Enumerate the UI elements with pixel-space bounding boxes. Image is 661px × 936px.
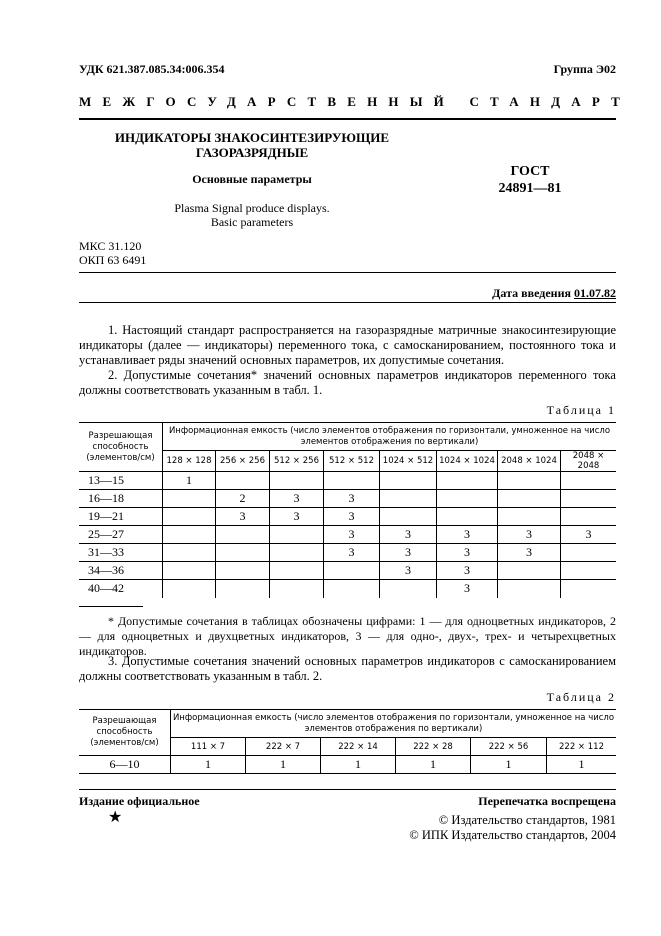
copyright-line-1: © Издательство стандартов, 1981: [438, 813, 616, 827]
table-cell: [270, 562, 324, 580]
gost-designation: [480, 163, 580, 197]
english-title-line-2: Basic parameters: [210, 215, 294, 229]
table-cell: 3: [324, 490, 380, 508]
row-label: 34—36: [79, 562, 163, 580]
paragraph-3: 3. Допустимые сочетания значений основных параметров индикаторов с самосканированием должны соответствовать указанным в табл. 2.: [79, 654, 616, 683]
table-cell: 3: [498, 526, 561, 544]
table-cell: [561, 580, 617, 598]
table-cell: [498, 580, 561, 598]
table-cell: [561, 472, 617, 490]
table-1: [79, 422, 616, 598]
table-cell: [163, 526, 216, 544]
table-1-caption: Таблица 1: [546, 403, 616, 417]
table-cell: 3: [270, 508, 324, 526]
table-row: [79, 756, 616, 774]
effective-date-value: 01.07.82: [574, 286, 616, 300]
table-cell: [270, 472, 324, 490]
header-rule: [79, 118, 616, 120]
table-cell: 1: [547, 756, 617, 774]
footnote-text: * Допустимые сочетания в таблицах обозначены цифрами: 1 — для одноцветных индикаторов, 2 — для одноцветных и двухцветных индикаторов, 3 — для одно-, двух-, трех- и четырехцветных индикаторов.: [79, 614, 616, 658]
title-line-1: ИНДИКАТОРЫ ЗНАКОСИНТЕЗИРУЮЩИЕ: [114, 130, 390, 145]
table-cell: 3: [270, 490, 324, 508]
document-subtitle: Основные параметры: [192, 172, 312, 186]
table-2-column-header: 111 × 7: [171, 738, 246, 756]
table-cell: 1: [396, 756, 471, 774]
table-row: [79, 580, 616, 598]
table-cell: [380, 580, 437, 598]
table-cell: 3: [437, 580, 498, 598]
intro-paragraphs: [79, 323, 616, 398]
table-cell: [561, 490, 617, 508]
table-cell: 3: [216, 508, 270, 526]
row-label: 40—42: [79, 580, 163, 598]
table-cell: [561, 544, 617, 562]
table-2-row-header: Разрешающая способность (элементов/см): [79, 710, 171, 756]
table-cell: [324, 580, 380, 598]
table-cell: [380, 472, 437, 490]
table-row: [79, 562, 616, 580]
gost-number: 24891—81: [498, 181, 562, 196]
row-label: 13—15: [79, 472, 163, 490]
table-cell: 3: [324, 508, 380, 526]
table-cell: [163, 508, 216, 526]
table-1-column-header: 256 × 256: [216, 451, 270, 472]
row-label: 25—27: [79, 526, 163, 544]
table-2-group-header: Информационная емкость (число элементов отображения по горизонтали, умноженное на число элементов отображения по вертикали): [171, 710, 617, 738]
copyright-block: [409, 813, 616, 843]
title-rule: [79, 272, 616, 273]
table-row: [79, 490, 616, 508]
table-cell: [437, 490, 498, 508]
row-label: 16—18: [79, 490, 163, 508]
okp-code: ОКП 63 6491: [79, 253, 147, 267]
table-cell: [216, 544, 270, 562]
table-1-column-header: 512 × 512: [324, 451, 380, 472]
table-1-row-header: Разрешающая способность (элементов/см): [79, 423, 163, 472]
udk-code: УДК 621.387.085.34:006.354: [79, 62, 225, 76]
table-cell: 3: [561, 526, 617, 544]
table-cell: [216, 580, 270, 598]
table-cell: [498, 508, 561, 526]
table-cell: [498, 490, 561, 508]
table-cell: 1: [321, 756, 396, 774]
table-cell: [561, 562, 617, 580]
table-cell: 3: [324, 544, 380, 562]
table-cell: 3: [437, 544, 498, 562]
table-1-column-header: 128 × 128: [163, 451, 216, 472]
table-cell: 3: [498, 544, 561, 562]
table-2-caption: Таблица 2: [546, 690, 616, 704]
table-cell: [163, 580, 216, 598]
footnote-rule: [79, 606, 143, 607]
paragraph-1: 1. Настоящий стандарт распространяется на газоразрядные матричные знакосинтезирующие индикаторы (далее — индикаторы) переменного тока, с самосканированием, постоянного тока и устанавливает ряды значений основных параметров, их допустимые сочетания.: [79, 323, 616, 367]
table-cell: 2: [216, 490, 270, 508]
table-cell: [324, 472, 380, 490]
row-label: 31—33: [79, 544, 163, 562]
interstate-standard-heading: МЕЖГОСУДАРСТВЕННЫЙ СТАНДАРТ: [79, 94, 632, 109]
table-2-column-header: 222 × 7: [246, 738, 321, 756]
english-title-line-1: Plasma Signal produce displays.: [174, 201, 330, 215]
footnote: [79, 614, 616, 659]
table-cell: 3: [437, 562, 498, 580]
table-1-column-header: 512 × 256: [270, 451, 324, 472]
table-cell: [324, 562, 380, 580]
table-cell: [270, 580, 324, 598]
table-2: [79, 709, 616, 774]
table-1-column-header: 2048 × 2048: [561, 451, 617, 472]
table-1-column-header: 2048 × 1024: [498, 451, 561, 472]
table-cell: [216, 472, 270, 490]
paragraph-3-block: [79, 654, 616, 684]
table-row: [79, 526, 616, 544]
table-cell: 3: [380, 526, 437, 544]
table-2-column-header: 222 × 14: [321, 738, 396, 756]
mks-code: МКС 31.120: [79, 239, 142, 253]
table-1-column-header: 1024 × 1024: [437, 451, 498, 472]
table-row: [79, 472, 616, 490]
table-2-column-header: 222 × 112: [547, 738, 617, 756]
copyright-line-2: © ИПК Издательство стандартов, 2004: [409, 828, 616, 842]
row-label: 19—21: [79, 508, 163, 526]
table-cell: 1: [171, 756, 246, 774]
table-1-group-header: Информационная емкость (число элементов отображения по горизонтали, умноженное на число элементов отображения по вертикали): [163, 423, 617, 451]
table-row: [79, 544, 616, 562]
table-cell: [270, 526, 324, 544]
table-cell: [216, 562, 270, 580]
row-label: 6—10: [79, 756, 171, 774]
table-cell: [163, 544, 216, 562]
title-line-2: ГАЗОРАЗРЯДНЫЕ: [195, 145, 309, 160]
official-edition-label: Издание официальное: [79, 794, 200, 808]
table-cell: [498, 472, 561, 490]
table-cell: [437, 472, 498, 490]
table-cell: 3: [437, 526, 498, 544]
footer-rule: [79, 789, 616, 790]
star-icon: ★: [108, 809, 123, 826]
table-cell: 1: [163, 472, 216, 490]
table-cell: [216, 526, 270, 544]
table-cell: [561, 508, 617, 526]
english-title: [100, 201, 404, 229]
table-1-column-header: 1024 × 512: [380, 451, 437, 472]
gost-label: ГОСТ: [510, 164, 550, 179]
table-cell: 3: [380, 562, 437, 580]
table-cell: 3: [324, 526, 380, 544]
table-2-column-header: 222 × 56: [471, 738, 547, 756]
classification-codes: [79, 239, 146, 267]
table-cell: [498, 562, 561, 580]
table-cell: 1: [471, 756, 547, 774]
table-2-column-header: 222 × 28: [396, 738, 471, 756]
table-cell: 1: [246, 756, 321, 774]
table-cell: [437, 508, 498, 526]
paragraph-2: 2. Допустимые сочетания* значений основных параметров индикаторов переменного тока должны соответствовать указанным в табл. 1.: [79, 368, 616, 397]
table-cell: [163, 490, 216, 508]
table-cell: [380, 490, 437, 508]
reprint-prohibited-label: Перепечатка воспрещена: [478, 794, 616, 808]
document-title: [100, 130, 404, 160]
table-cell: [270, 544, 324, 562]
table-cell: 3: [380, 544, 437, 562]
table-row: [79, 508, 616, 526]
effective-date-label: Дата введения: [492, 286, 571, 300]
table-cell: [163, 562, 216, 580]
date-rule: [79, 302, 616, 303]
table-cell: [380, 508, 437, 526]
effective-date: [492, 286, 616, 301]
group-code: Группа Э02: [553, 62, 616, 76]
